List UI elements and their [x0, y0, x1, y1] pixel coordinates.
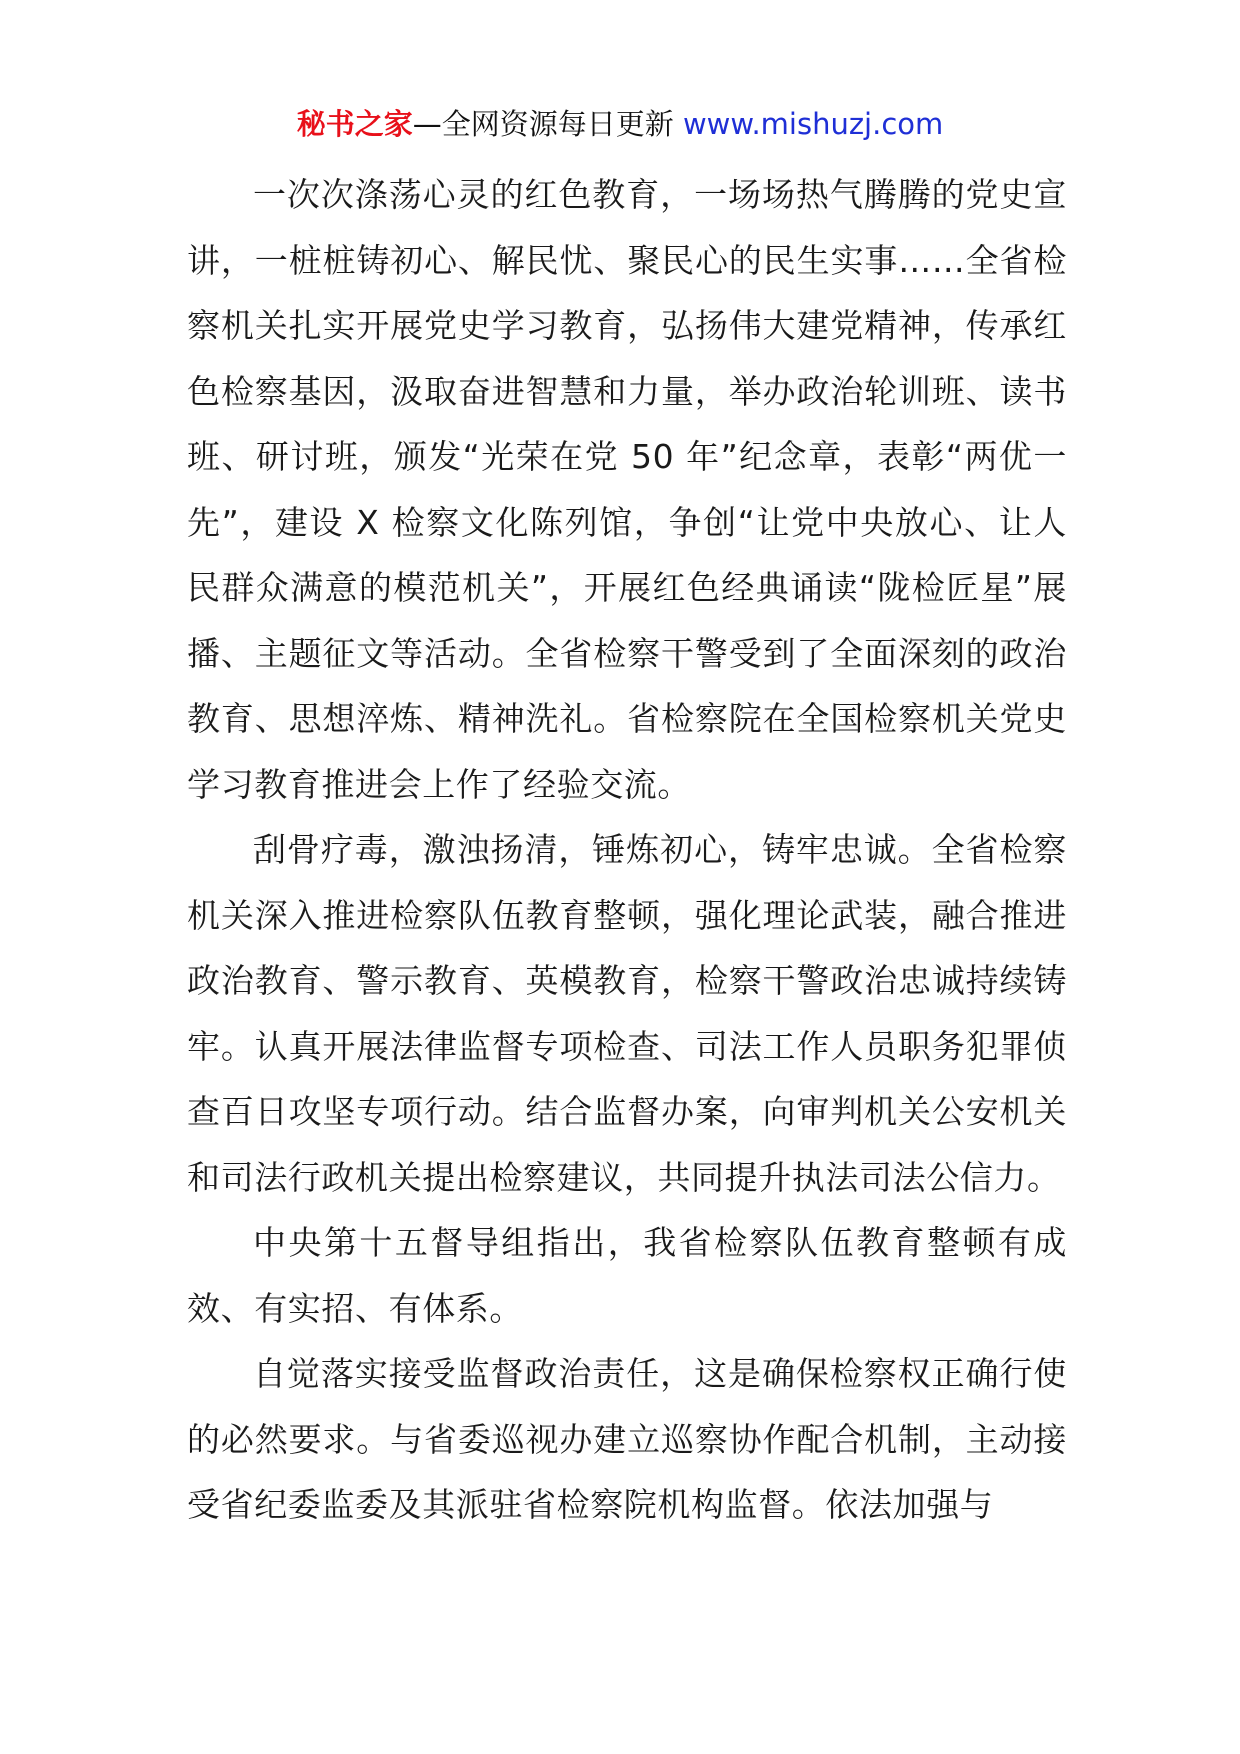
paragraph: 自觉落实接受监督政治责任，这是确保检察权正确行使的必然要求。与省委巡视办建立巡察协作配合机制，主动接受省纪委监委及其派驻省检察院机构监督。依法加强与 [187, 1354, 1067, 1524]
header-slogan: —全网资源每日更新 [412, 107, 683, 141]
document-body [187, 162, 1067, 1538]
website-url: www.mishuzj.com [682, 107, 944, 141]
paragraph: 一次次涤荡心灵的红色教育，一场场热气腾腾的党史宣讲，一桩桩铸初心、解民忧、聚民心的民生实事……全省检察机关扎实开展党史学习教育，弘扬伟大建党精神，传承红色检察基因，汲取奋进智慧和力量，举办政治轮训班、读书班、研讨班，颁发“光荣在党 50 年”纪念章，表彰“两优一先”，建设 X 检察文化陈列馆，争创“让党中央放心、让人民群众满意的模范机关”，开展红色经典诵读“陇检匠星”展播、主题征文等活动。全省检察干警受到了全面深刻的政治教育、思想淬炼、精神洗礼。省检察院在全国检察机关党史学习教育推进会上作了经验交流。 [187, 175, 1067, 804]
brand-name: 秘书之家 [296, 107, 413, 141]
page-header [0, 104, 1240, 144]
paragraph: 刮骨疗毒，激浊扬清，锤炼初心，铸牢忠诚。全省检察机关深入推进检察队伍教育整顿，强化理论武装，融合推进政治教育、警示教育、英模教育，检察干警政治忠诚持续铸牢。认真开展法律监督专项检查、司法工作人员职务犯罪侦查百日攻坚专项行动。结合监督办案，向审判机关公安机关和司法行政机关提出检察建议，共同提升执法司法公信力。 [187, 830, 1067, 1197]
paragraph: 中央第十五督导组指出，我省检察队伍教育整顿有成效、有实招、有体系。 [187, 1223, 1067, 1328]
